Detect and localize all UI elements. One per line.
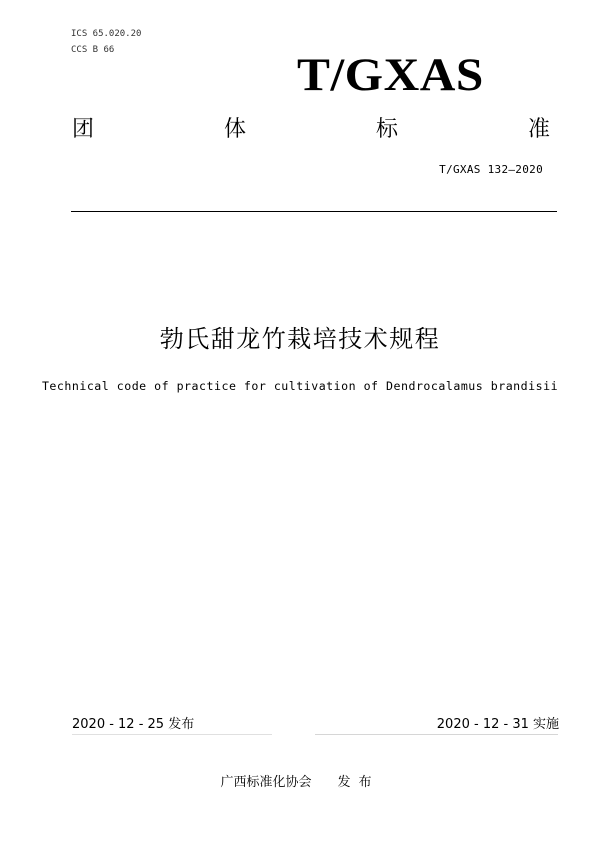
standard-type-char: 准 (527, 117, 550, 142)
publish-date: 2020 - 12 - 25 发布 (72, 717, 195, 732)
publisher-name: 广西标准化协会 (220, 775, 312, 790)
standard-type-char: 标 (375, 117, 398, 142)
standard-type-char: 团 (72, 117, 95, 142)
document-title-chinese: 勃氏甜龙竹栽培技术规程 (159, 325, 441, 353)
footer-divider-right (315, 734, 558, 735)
document-title-english: Technical code of practice for cultivation of Dendrocalamus brandisii (41, 379, 559, 393)
standard-type-heading (72, 117, 550, 143)
ics-code: ICS 65.020.20 (71, 29, 142, 39)
publisher-action: 发布 (337, 775, 380, 790)
organization-code-heading: T/GXAS (297, 49, 484, 101)
ccs-code: CCS B 66 (71, 45, 115, 55)
standard-number: T/GXAS 132—2020 (439, 163, 543, 176)
header-divider (71, 211, 557, 212)
publisher-line (0, 774, 600, 792)
implementation-date: 2020 - 12 - 31 实施 (436, 717, 559, 732)
standard-type-char: 体 (223, 117, 246, 142)
footer-divider-left (72, 734, 272, 735)
